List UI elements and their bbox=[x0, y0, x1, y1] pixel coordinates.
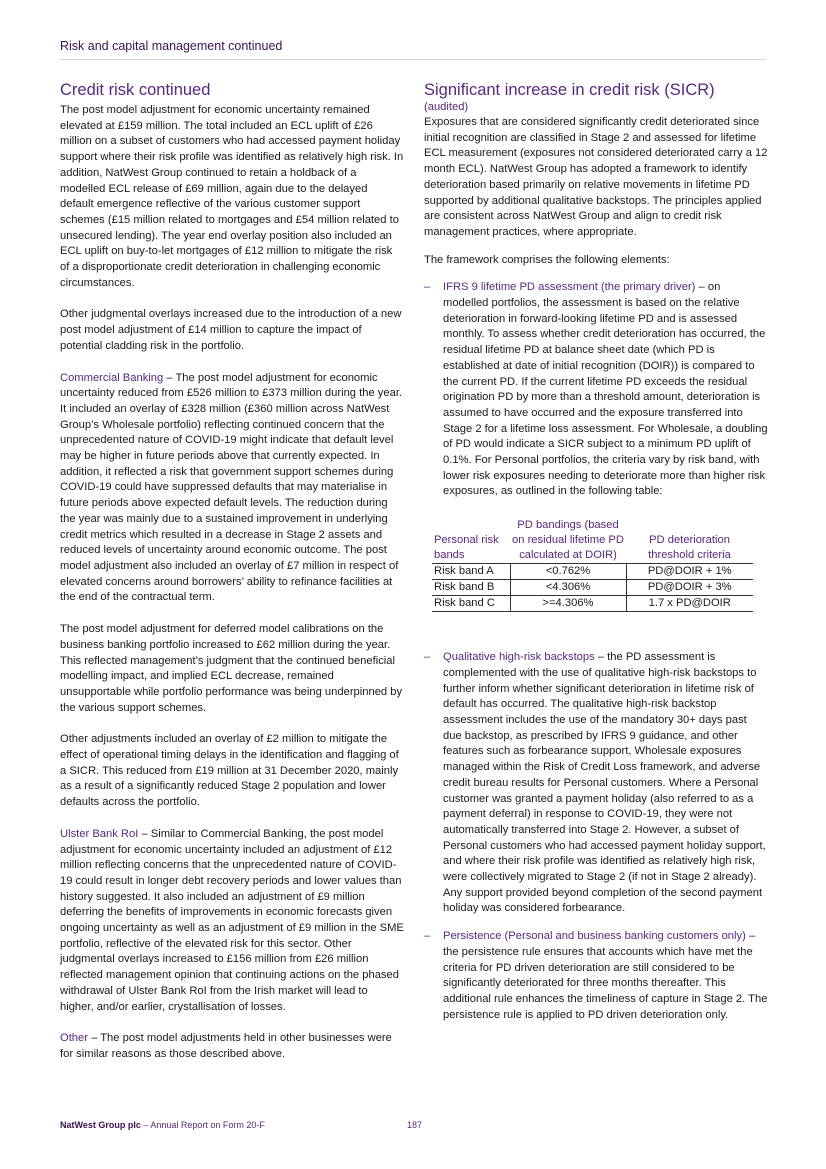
commercial-banking-text: – The post model adjustment for economic uncertainty reduced from £526 million to £373 million during the year. It included an overlay of £328 million (£360 million across NatWest Group’s Wholesale portfolio) reflecting continued concern that the unprecedented nature of COVID-19 might indicate that default level may be higher in future periods above that currently expected. In addition, it reflected a risk that government support schemes during COVID-19 could have suppressed defaults that may materialise in future periods above expected default levels. The reduction during the year was mainly due to a sustained improvement in underlying credit metrics which resulted in a decrease in Stage 2 assets and reduced levels of uncertainty around economic outcome. The post model adjustment also included an overlay of £7 million in respect of elevated concerns around borrowers’ ability to refinance facilities at the end of the contractual term. bbox=[60, 371, 403, 604]
list-item bbox=[424, 650, 768, 917]
page-number: 187 bbox=[407, 1120, 423, 1130]
table-cell: <4.306% bbox=[510, 580, 626, 596]
other-text: – The post model adjustments held in other businesses were for similar reasons as those described above. bbox=[60, 1032, 392, 1060]
credit-risk-heading: Credit risk continued bbox=[60, 81, 211, 99]
sicr-intro-paragraph: Exposures that are considered significantly credit deteriorated since initial recognition are classified in Stage 2 and assessed for lifetime ECL measurement (exposures not considered deteriorated carry a 12 month ECL). NatWest Group has adopted a framework to identify deterioration based primarily on relative movements in lifetime PD supported by additional qualitative backstops. The principles applied are consistent across NatWest Group and align to credit risk management practices, where appropriate. bbox=[424, 116, 768, 238]
ulster-bank-paragraph bbox=[60, 827, 404, 1015]
column-header-risk-bands: Personal risk bands bbox=[432, 518, 510, 564]
table-row bbox=[432, 596, 753, 612]
persistence-lead: Persistence (Personal and business banking customers only) bbox=[443, 930, 746, 943]
persistence-text: – the persistence rule ensures that accounts which have met the criteria for PD driven deterioration are still considered to be significantly deteriorated for three months thereafter. This additional rule enhances the timeliness of capture in Stage 2. The persistence rule is applied to PD driven deterioration only. bbox=[443, 930, 768, 1021]
deferred-calibrations-paragraph: The post model adjustment for deferred model calibrations on the business banking portfolio increased to £62 million during the year. This reflected management’s judgment that the continued beneficial modelling impact, and implied ECL decrease, remained unsupportable while portfolio performance was being underpinned by the various support schemes. bbox=[60, 623, 403, 714]
table-cell: Risk band C bbox=[432, 596, 510, 612]
table-row bbox=[432, 580, 753, 596]
lifetime-pd-text: – on modelled portfolios, the assessment is based on the relative deterioration in forward-looking lifetime PD and is assessed monthly. To assess whether credit deterioration has occurred, the residual lifetime PD at balance sheet date (which PD is established at date of initial recognition (DOIR)) is compared to the current PD. If the current lifetime PD exceeds the residual origination PD by more than a threshold amount, deterioration is assumed to have occurred and the exposure transferred into Stage 2 for a lifetime loss assessment. For Wholesale, a doubling of PD would indicate a SICR subject to a minimum PD uplift of 0.1%. For Personal portfolios, the criteria vary by risk band, with lower risk exposures needing to deteriorate more than higher risk exposures, as outlined in the following table: bbox=[443, 281, 768, 498]
ulster-bank-lead: Ulster Bank RoI bbox=[60, 827, 139, 840]
lifetime-pd-lead: IFRS 9 lifetime PD assessment (the primary driver) bbox=[443, 281, 696, 294]
table-cell: PD@DOIR + 3% bbox=[626, 580, 753, 596]
sicr-heading: Significant increase in credit risk (SICR) bbox=[424, 81, 715, 99]
framework-intro-paragraph: The framework comprises the following elements: bbox=[424, 253, 670, 266]
other-adjustments-paragraph: Other adjustments included an overlay of £2 million to mitigate the effect of operational timing delays in the identification and flagging of a SICR. This reduced from £19 million at 31 December 2020, mainly as a result of a significantly reduced Stage 2 population and lower defaults across the portfolio. bbox=[60, 733, 399, 809]
column-header-threshold: PD deterioration threshold criteria bbox=[626, 518, 753, 564]
list-item bbox=[424, 929, 768, 1023]
qualitative-backstops-lead: Qualitative high-risk backstops bbox=[443, 651, 595, 664]
table-cell: >=4.306% bbox=[510, 596, 626, 612]
table-row bbox=[432, 564, 753, 580]
page-footer bbox=[60, 1120, 265, 1130]
table-header-row bbox=[432, 518, 753, 564]
framework-elements-list bbox=[424, 280, 768, 500]
dash-bullet: – bbox=[424, 281, 431, 294]
dash-bullet: – bbox=[424, 651, 431, 664]
table-cell: <0.762% bbox=[510, 564, 626, 580]
table-cell: Risk band B bbox=[432, 580, 510, 596]
audited-label: (audited) bbox=[424, 101, 469, 113]
dash-bullet: – bbox=[424, 930, 431, 943]
table-cell: PD@DOIR + 1% bbox=[626, 564, 753, 580]
left-column bbox=[60, 80, 404, 1079]
table-cell: Risk band A bbox=[432, 564, 510, 580]
qualitative-backstops-text: – the PD assessment is complemented with the use of qualitative high-risk backstops to further inform whether significant deterioration in lifetime risk of default has occurred. The qualitative high-risk backstop assessment includes the use of the mandatory 30+ days past due backstop, as prescribed by IFRS 9 guidance, and other features such as forbearance support, Wholesale exposures managed within the Risk of Credit Loss framework, and adverse credit bureau results for Personal customers. Where a Personal customer was granted a payment holiday (also referred to as a payment deferral) in response to COVID-19, they were not automatically transferred into Stage 2. However, a subset of Personal customers who had accessed payment holiday support, and where their risk profile was identified as relatively high risk, were collectively migrated to Stage 2 (if not in Stage 2 already). Any support provided beyond completion of the second payment holiday was considered forbearance. bbox=[443, 651, 766, 915]
ulster-bank-text: – Similar to Commercial Banking, the post model adjustment for economic uncertainty included an adjustment of £12 million reflecting concerns that the unprecedented nature of COVID-19 could result in longer debt recovery periods and lower values than history suggested. It also included an adjustment of £9 million deferring the benefits of improvements in economic forecasts given ongoing uncertainty as well as an adjustment of £9 million in the SME portfolio, reflective of the elevated risk for this sector. Other judgmental overlays increased to £156 million from £26 million reflected management opinion that continuing actions on the phased withdrawal of Ulster Bank RoI from the Irish market will lead to higher, and/or earlier, crystallisation of losses. bbox=[60, 827, 404, 1013]
commercial-banking-lead: Commercial Banking bbox=[60, 371, 164, 384]
right-column bbox=[424, 80, 768, 1023]
economic-uncertainty-paragraph: The post model adjustment for economic uncertainty remained elevated at £159 million. The total included an ECL uplift of £26 million on a subset of customers who had accessed payment holiday support where their risk profile was identified as relatively high risk. In addition, NatWest Group continued to retain a holdback of a modelled ECL release of £69 million, again due to the delayed default emergence reflective of the various customer support schemes (£15 million related to mortgages and £54 million related to unsecured lending). The year end overlay position also included an ECL uplift on buy-to-let mortgages of £12 million to mitigate the risk of a disproportionate credit deterioration in challenging economic circumstances. bbox=[60, 104, 404, 289]
other-businesses-paragraph bbox=[60, 1031, 404, 1062]
other-lead: Other bbox=[60, 1032, 88, 1045]
table-cell: 1.7 x PD@DOIR bbox=[626, 596, 753, 612]
column-header-pd-bandings: PD bandings (based on residual lifetime PD calculated at DOIR) bbox=[510, 518, 626, 564]
header-divider bbox=[60, 59, 766, 60]
commercial-banking-paragraph bbox=[60, 371, 404, 607]
pd-thresholds-table bbox=[432, 518, 753, 612]
footer-company: NatWest Group plc bbox=[60, 1120, 141, 1130]
framework-elements-list-continued bbox=[424, 650, 768, 1023]
footer-document: – Annual Report on Form 20-F bbox=[140, 1120, 265, 1130]
judgmental-overlays-paragraph: Other judgmental overlays increased due to the introduction of a new post model adjustment of £14 million to capture the impact of potential cladding risk in the portfolio. bbox=[60, 308, 402, 352]
page-header: Risk and capital management continued bbox=[60, 39, 283, 53]
list-item bbox=[424, 280, 768, 500]
